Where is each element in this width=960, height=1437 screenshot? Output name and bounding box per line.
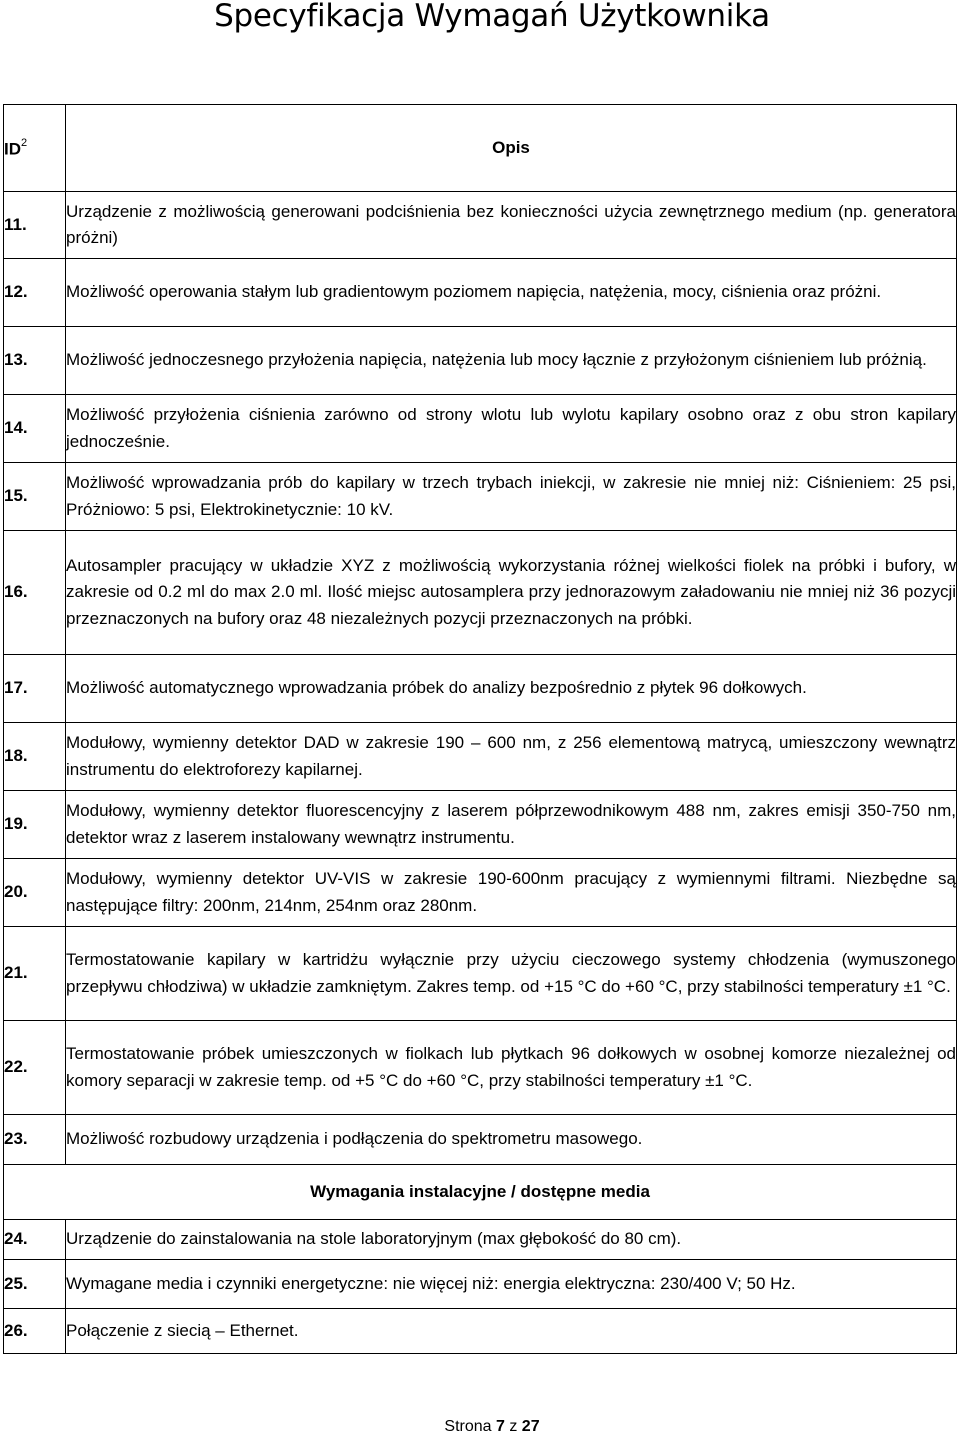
current-page: 7 (495, 1418, 505, 1435)
header-id-label: ID (4, 140, 21, 160)
row-id: 14. (4, 395, 66, 463)
table-row (4, 1260, 957, 1309)
header-desc-cell: Opis (66, 105, 957, 192)
row-description: Modułowy, wymienny detektor UV-VIS w zakresie 190-600nm pracujący z wymiennymi filtrami. Niezbędne są następujące filtry: 200nm, 214nm, 254nm oraz 280nm. (66, 859, 957, 927)
row-description: Termostatowanie kapilary w kartridżu wyłącznie przy użyciu cieczowego systemy chłodzenia (wymuszonego przepływu chłodziwa) w układzie zamkniętym. Zakres temp. od +15 °C do +60 °C, przy stabilności temperatury ±1 °C. (66, 927, 957, 1021)
row-description: Urządzenie z możliwością generowani podciśnienia bez konieczności użycia zewnętrznego medium (np. generatora próżni) (66, 192, 957, 259)
row-id: 21. (4, 927, 66, 1021)
row-description: Połączenie z siecią – Ethernet. (66, 1309, 957, 1354)
row-id: 24. (4, 1220, 66, 1260)
row-id: 23. (4, 1115, 66, 1165)
row-description: Modułowy, wymienny detektor DAD w zakresie 190 – 600 nm, z 256 elementową matrycą, umieszczony wewnątrz instrumentu do elektroforezy kapilarnej. (66, 723, 957, 791)
table-row (4, 723, 957, 791)
row-description: Możliwość przyłożenia ciśnienia zarówno od strony wlotu lub wylotu kapilary osobno oraz z obu stron kapilary jednocześnie. (66, 395, 957, 463)
row-description: Możliwość operowania stałym lub gradientowym poziomem napięcia, natężenia, mocy, ciśnienia oraz próżni. (66, 259, 957, 327)
table-row (4, 1309, 957, 1354)
row-id: 19. (4, 791, 66, 859)
row-id: 20. (4, 859, 66, 927)
table-row (4, 791, 957, 859)
table-row (4, 1115, 957, 1165)
row-id: 15. (4, 463, 66, 531)
row-description: Modułowy, wymienny detektor fluorescencyjny z laserem półprzewodnikowym 488 nm, zakres emisji 350-750 nm, detektor wraz z laserem instalowany wewnątrz instrumentu. (66, 791, 957, 859)
row-description: Autosampler pracujący w układzie XYZ z możliwością wykorzystania różnej wielkości fiolek na próbki i bufory, w zakresie od 0.2 ml do max 2.0 ml. Ilość miejsc autosamplera przy jednorazowym załadowaniu nie mniej niż 36 pozycji przeznaczonych na bufory oraz 48 niezależnych pozycji przeznaczonych na próbki. (66, 531, 957, 655)
row-id: 22. (4, 1021, 66, 1115)
footnote-marker: 2 (21, 137, 28, 150)
row-id: 11. (4, 192, 66, 259)
page-label: Strona (444, 1418, 492, 1435)
table-row (4, 1021, 957, 1115)
requirements-table (3, 104, 957, 1354)
row-id: 25. (4, 1260, 66, 1309)
row-id: 18. (4, 723, 66, 791)
row-id: 12. (4, 259, 66, 327)
row-id: 13. (4, 327, 66, 395)
table-row (4, 327, 957, 395)
row-description: Wymagane media i czynniki energetyczne: nie więcej niż: energia elektryczna: 230/400 V; 50 Hz. (66, 1260, 957, 1309)
table-row (4, 259, 957, 327)
table-row (4, 859, 957, 927)
table-row (4, 395, 957, 463)
row-description: Termostatowanie próbek umieszczonych w fiolkach lub płytkach 96 dołkowych w osobnej komorze niezależnej od komory separacji w zakresie temp. od +5 °C do +60 °C, przy stabilności temperatury ±1 °C. (66, 1021, 957, 1115)
table-row (4, 192, 957, 259)
row-description: Urządzenie do zainstalowania na stole laboratoryjnym (max głębokość do 80 cm). (66, 1220, 957, 1260)
table-row (4, 531, 957, 655)
page-title: Specyfikacja Wymagań Użytkownika (214, 0, 770, 34)
row-description: Możliwość jednoczesnego przyłożenia napięcia, natężenia lub mocy łącznie z przyłożonym ciśnieniem lub próżnią. (66, 327, 957, 395)
row-id: 16. (4, 531, 66, 655)
page-separator: z (509, 1418, 518, 1435)
table-row (4, 1220, 957, 1260)
row-description: Możliwość wprowadzania prób do kapilary w trzech trybach iniekcji, w zakresie nie mniej niż: Ciśnieniem: 25 psi, Próżniowo: 5 psi, Elektrokinetycznie: 10 kV. (66, 463, 957, 531)
row-description: Możliwość automatycznego wprowadzania próbek do analizy bezpośrednio z płytek 96 dołkowych. (66, 655, 957, 723)
table-row (4, 655, 957, 723)
total-pages: 27 (521, 1418, 540, 1435)
table-row (4, 463, 957, 531)
section-title: Wymagania instalacyjne / dostępne media (4, 1165, 957, 1220)
row-description: Możliwość rozbudowy urządzenia i podłączenia do spektrometru masowego. (66, 1115, 957, 1165)
section-header-row (4, 1165, 957, 1220)
header-id-cell (4, 105, 66, 192)
row-id: 17. (4, 655, 66, 723)
page-number (0, 1417, 960, 1437)
row-id: 26. (4, 1309, 66, 1354)
table-row (4, 927, 957, 1021)
table-header-row (4, 105, 957, 192)
